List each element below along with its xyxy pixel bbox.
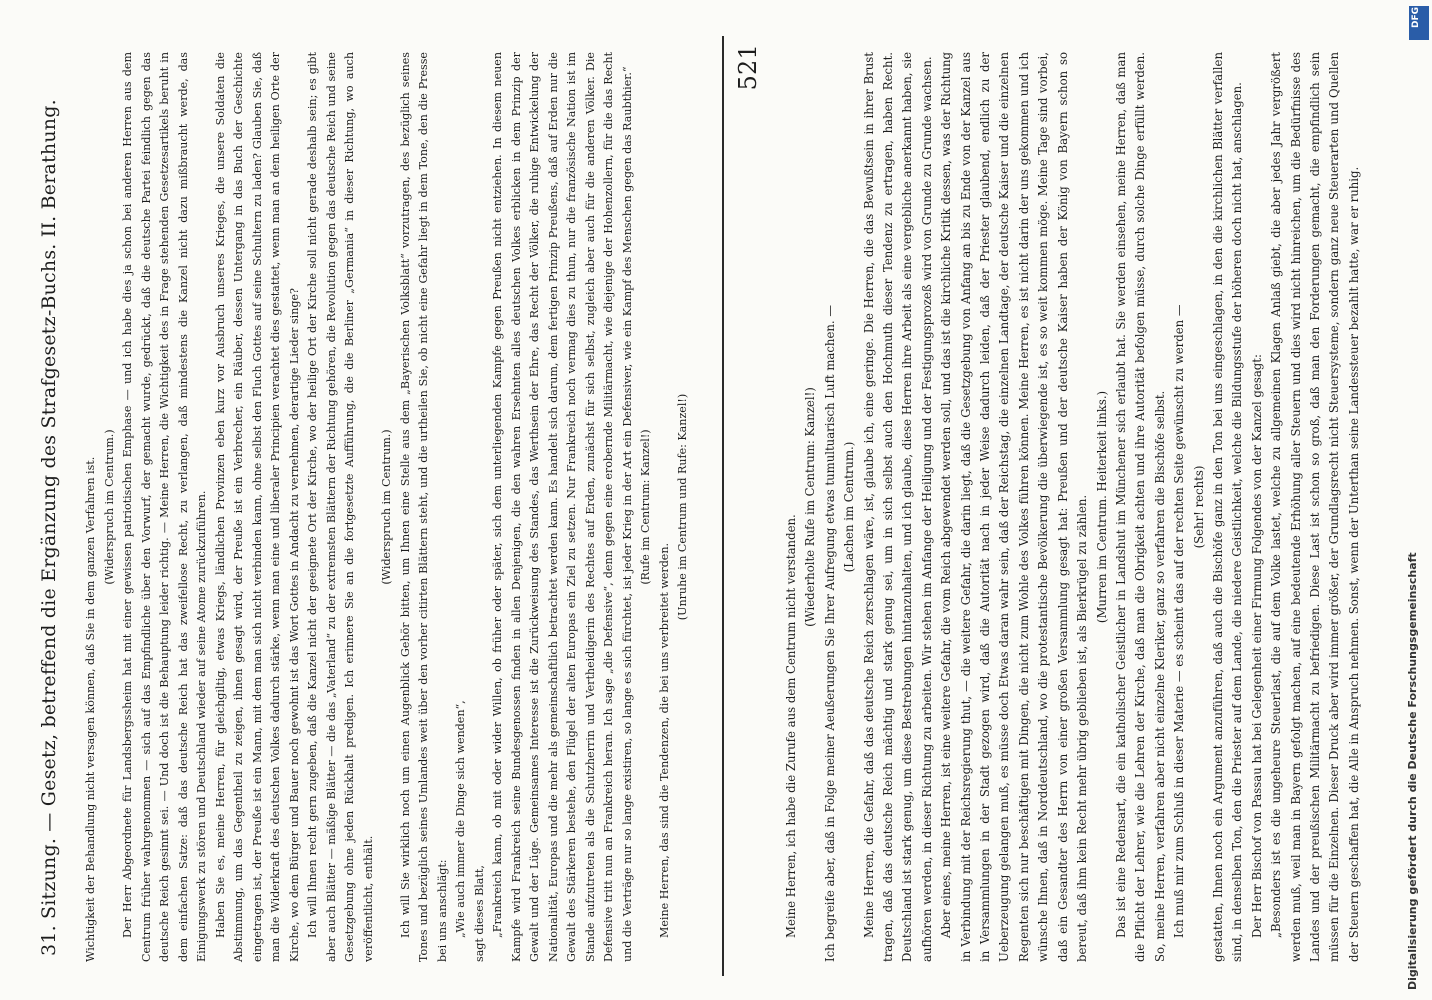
column-divider [722, 36, 724, 976]
paragraph: Meine Herren, das sind die Tendenzen, die bei uns verbreitet werden. [657, 542, 671, 938]
paragraph: sagt dieses Blatt, [472, 865, 486, 962]
interjection: (Widerspruch im Centrum.) [102, 429, 116, 585]
paragraph: Aber eines, meine Herren, ist eine weitere Gefahr, die vom Reich abgewendet werden soll, und das ist die kirchliche Kritik dessen, was der Richtung in Verbindung mit der Reichsregierung thut, — die weitere Gefahr, die darin liegt, daß die Gesetzgebung von Anfang an bis zu Ende von der Kanzel aus in Versammlungen in der Stadt gezogen wird, daß die Autorität nach in jeder Weise dadurch leiden, daß der Priester glaubend, endlich zu der Ueberzeugung gelangen muß, es müsse doch Etwas daran wahr sein, daß der Reichstag, die einzelnen Landtage, der deutsche Kaiser und die einzelnen Regenten sich nur beschäftigen mit Dingen, die nicht zum Wohle des Volkes führen können. Meine Herren, es ist nicht darin der uns gekommen und ich wünsche Ihnen, daß in Norddeutschland, wo die protestantische Bevölkerung die überwiegende ist, es so weit kommen möge. Meine Tage sind vorbei, daß ein Gesandter des Herrn von einer großen Versammlung gesagt hat: Preußen und der deutsche Kaiser haben der König von Bayern schon so bereut, daß ihm kein Recht mehr übrig geblieben ist, als Bierkrügel zu zählen. [939, 52, 1090, 962]
paragraph: Wichtigkeit der Behandlung nicht versagen können, daß Sie in dem ganzen Verfahren ist. [84, 456, 97, 962]
rotated-sheet [30, 36, 1410, 976]
text-column-2 [782, 52, 1364, 962]
interjection: (Widerspruch im Centrum.) [380, 429, 393, 585]
paragraph: „Besonders ist es die ungeheure Steuerlast, die auf dem Volke lastet, welche zu allgemeinen Klagen Anlaß giebt, die aber jedes Jahr vergrößert werden muß, weil man in Bayern gefolgt machen, auf eine bedeutende Erhöhung aller Steuern und dies wird nicht hinreichen, um die Bedürfnisse des Landes und der preußischen Militärmacht zu befriedigen. Diese Last ist schon so groß, daß man den Forderungen gemacht, die empfindlich sein müssen für die Einzelnen. Dieser Druck aber wird immer größer, der Grundlagsrecht nicht Steuersysteme, sondern ganz neue Steuerarten und Quellen der Steuern geschaffen hat, die Alle in Anspruch nehmen. Sonst, wenn der Unterthan seine Landessteuer bezahlt hatte, war er ruhig. [1269, 52, 1361, 962]
paragraph: Meine Herren, ich habe die Zurufe aus dem Centrum nicht verstanden. [784, 514, 798, 938]
interjection: (Wiederholte Rufe im Centrum: Kanzel!) [803, 387, 818, 627]
paragraph: Der Herr Abgeordnete für Landsbergssheim hat mit einer gewissen patriotischen Emphase — und ich habe dies ja schon bei anderen Herren aus dem Centrum früher wahrgenommen — sich auf das Empfindliche über den Vorwurf, der gemacht wurde, gedrückt, daß die deutsche Partei feindlich gegen das deutsche Reich gesinnt sei. — Und doch ist die Behauptung leider richtig. — Meine Herren, die Wichtigkeit des in Frage stehenden Gesetzesartikels beruht in dem einfachen Satze: daß das deutsche Reich hat das zweifellose Recht, zu verlangen, daß mindestens die Kanzel nicht dazu mißbraucht werde, das Einigungswerk zu stören und Deutschland wieder auf seine Atome zurückzuführen. [121, 52, 208, 962]
interjection: (Rufe im Centrum: Kanzel!) [639, 429, 652, 585]
interjection: (Unruhe im Centrum und Rufe: Kanzel!) [676, 393, 689, 621]
paragraph: Meine Herren, die Gefahr, daß das deutsche Reich zerschlagen wäre, ist, glaube ich, eine geringe. Die Herren, die das Bewußtsein in ihrer Brust tragen, daß das deutsche Reich mächtig und stark genug sei, um in sich selbst auch den Hochmuth dieser Tendenz zu ertragen, haben Recht. Deutschland ist stark genug, um diese Bestrebungen hintanzuhalten, und ich glaube, diese Herren ihre Arbeit als eine vergebliche anerkannt haben, sie aufhören werden, in dieser Richtung zu arbeiten. Wir stehen im Anfange der Heiligung und der Festigungsprozeß wird von Grunde zu Grunde wachsen. [861, 52, 934, 962]
paragraph: Ich will Sie wirklich noch um einen Augenblick Gehör bitten, um Ihnen eine Stelle aus dem „Bayerischen Volksblatt“ vorzutragen, des bezüglich seines Tones und bezüglich seines Umlandes weit über den vorher citirten Blättern steht, und die urtheilen Sie, ob nicht eine Gefahr liegt in dem Tone, den die Presse bei uns anschlägt: [398, 52, 449, 962]
running-title: 31. Sitzung. — Gesetz, betreffend die Ergänzung des Strafgesetz-Buchs. II. Berathung. [38, 99, 60, 956]
interjection: (Lachen im Centrum.) [842, 441, 857, 573]
paragraph: gestatten, Ihnen noch ein Argument anzuführen, daß auch die Bischöfe ganz in den Ton bei uns eingeschlagen, in den die kirchlichen Blätter verfallen sind, in denselben Ton, den die Priester auf dem Lande, die niedere Geistlichkeit, welche die Bildungsstufe der höheren doch nicht hat, anschlagen. [1210, 52, 1245, 962]
interjection: (Murren im Centrum. Heiterkeit links.) [1094, 390, 1109, 624]
running-head-right [730, 36, 774, 976]
paragraph: Der Herr Bischof von Passau hat bei Gelegenheit einer Firmung Folgendes von der Kanzel gesagt: [1249, 354, 1264, 938]
digitization-stamp: Digitalisierung gefördert durch die Deutsche Forschungsgemeinschaft [1406, 552, 1419, 990]
page-number: 521 [734, 44, 762, 91]
paragraph: „Frankreich kann, ob mit oder wider Willen, ob früher oder später, sich dem unterliegenden Kampfe gegen Preußen nicht entziehen. In diesem neuen Kampfe wird Frankreich seine Bundesgenossen finden in allen Denjenigen, die den wahren Ersehnten alles deutschen Volkes erblicken in dem Prinzip der Gewalt und der Lüge. Gemeinsames Interesse ist die Zurückweisung des Standes, das Werthsein der Ehre, das Recht der Völker, die ruhige Entwickelung der Nationalität, Europas und die mehr als gemeinschaftlich betrachtet werden kann. Es handelt sich darum, dem fertigen Prinzip Preußens, daß auf Erden nur die Gewalt des Stärkeren bestehe, den Flügel der alten Europas ein Ziel zu setzen. Nur Frankreich noch vermag dies zu thun, nur die französische Nation ist im Stande aufzutreten als die Schutzherrin und Vertheidigerin des Rechtes auf Erden, zunächst für sich selbst, zugleich aber auch für die anderen Völker. Die Defensive tritt nun an Frankreich heran. Ich sage „die Defensive“, denn gegen eine erobernde Militärmacht, wie diejenige der Hohenzollern, für die das Recht und die Verträge nur so lange existiren, so lange es sich fürchtet, ist jeder Krieg in der Art ein Defensiver, wie ein Kampf des Menschen gegen das Raubthier.“ [491, 52, 634, 962]
text-column-1 [82, 52, 693, 962]
paragraph: „Wie auch immer die Dinge sich wenden“, [454, 700, 467, 938]
paragraph: Ich begreife aber, daß in Folge meiner Aeußerungen Sie Ihrer Aufregung etwas tumultuarisch Luft machen. — [822, 304, 837, 962]
paragraph: Das ist eine Redensart, die ein katholischer Geistlicher in Landshut im Münchener sich erlaubt hat. Sie werden einsehen, meine Herren, daß man die Pflicht der Lehrer, wie die Lehren der Kirche, daß man die Obrigkeit achten und ihre Autorität befolgen müsse, durch solche Dinge erfüllt werden. So, meine Herren, verfahren aber nicht einzelne Kleriker, ganz so verfahren die Bischöfe selbst. [1113, 52, 1167, 962]
running-head [30, 36, 74, 976]
paragraph: Ich muß mir zum Schluß in dieser Materie — es scheint das auf der rechten Seite gewünscht zu werden — [1172, 304, 1187, 938]
dfg-logo [1409, 6, 1429, 40]
paragraph: Ich will Ihnen recht gern zugeben, daß die Kanzel nicht der geeignete Ort der Kirche, wo der heilige Ort der Kirche soll nicht gerade deshalb sein; es gibt aber auch Blätter — mäßige Blätter — die das „Vaterland“ zu der extremsten Blättern der Richtung gehören, die Revolution gegen das deutsche Reich und seine Gesetzgebung ohne jeden Rückhalt predigen. Ich erinnere Sie an die fortgesetzte Aufführung, die die Berliner „Germania“ in dieser Richtung, wo auch veröffentlicht, enthält. [306, 52, 375, 962]
dfg-logo-text: DFG [1411, 6, 1421, 28]
interjection: (Sehr! rechts) [1191, 465, 1206, 549]
left-half [30, 36, 720, 976]
paragraph: Haben Sie es, meine Herren, für gleichgiltig, etwas Kriegs, ländlichen Provinzen eben kurz vor Ausbruch unseres Krieges, die unsere Soldaten die Abstimmung, um das Gegentheil zu zeigen, ihnen gesagt wird, der Preuße ist ein Verbrecher, ein Räuber, dessen Untergang in das Buch der Geschichte eingetragen ist, der Preuße ist ein Mann, mit dem man sich nicht verbinden kann, ohne selbst den Fluch Gottes auf seine Schultern zu laden? Glauben Sie, daß man die Widerkraft des deutschen Volkes dadurch stärke, wenn man eine und liberaler Principien verachtet dies gestattet, wenn man an dem heiligen Orte der Kirche, wo dem Bürger und Bauer noch gewohnt ist das Wort Gottes in Andacht zu vernehmen, derartige Lieder singe? [213, 52, 301, 962]
right-half [730, 36, 1420, 976]
